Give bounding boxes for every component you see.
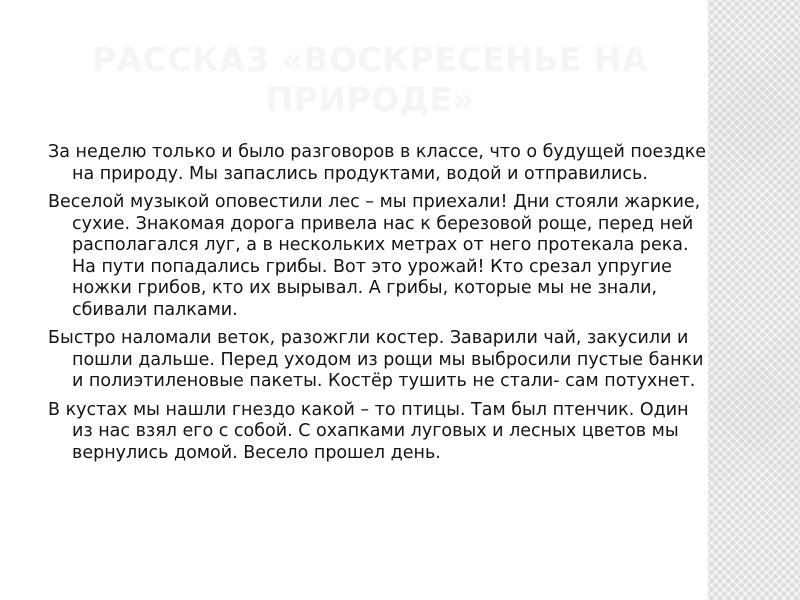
decorative-side-panel: [708, 0, 800, 600]
paragraph-3: Быстро наломали веток, разожгли костер. Заварили чай, закусили и пошли дальше. Перед уходом из рощи мы выбросили пустые банки и полиэтиленовые пакеты. Костёр тушить не стали- сам потухнет.: [48, 328, 704, 391]
paragraph-2: Веселой музыкой оповестили лес – мы приехали! Дни стояли жаркие, сухие. Знакомая дорога привела нас к березовой роще, перед ней располагался луг, а в нескольких метрах от него протекала река. На пути попадались грибы. Вот это урожай! Кто срезал упругие ножки грибов, кто их вырывал. А грибы, которые мы не знали, сбивали палками.: [48, 192, 701, 320]
paragraph-4: В кустах мы нашли гнездо какой – то птицы. Там был птенчик. Один из нас взял его с собой. С охапками луговых и лесных цветов мы вернулись домой. Весело прошел день.: [48, 399, 689, 463]
paragraph-1: За неделю только и было разговоров в классе, что о будущей поездке на природу. Мы запаслись продуктами, водой и отправились.: [48, 142, 707, 184]
story-text: [48, 142, 708, 464]
slide-title: РАССКАЗ «ВОСКРЕСЕНЬЕ НА ПРИРОДЕ»: [91, 40, 649, 119]
